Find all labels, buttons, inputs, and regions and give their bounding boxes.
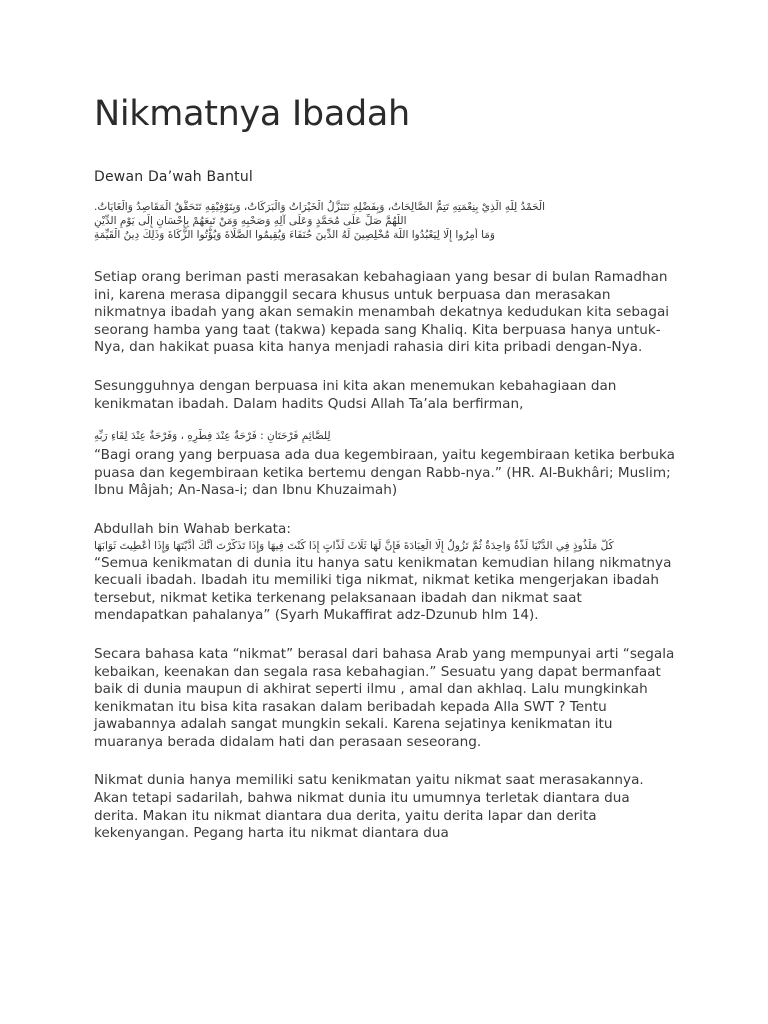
document-page: [94, 92, 676, 843]
paragraph-3: “Bagi orang yang berpuasa ada dua kegembiraan, yaitu kegembiraan ketika berbuka puasa dan kegembiraan ketika bertemu dengan Rabb-nya.” (HR. Al-Bukhâri; Muslim; Ibnu Mâjah; An-Nasa-i; dan Ibnu Khuzaimah): [94, 447, 675, 499]
paragraph-7: Nikmat dunia hanya memiliki satu kenikmatan yaitu nikmat saat merasakannya. Akan tetapi sadarilah, bahwa nikmat dunia itu umumnya terletak diantara dua derita. Makan itu nikmat diantara dua derita, yaitu derita lapar dan derita kekenyangan. Pegang harta itu nikmat diantara dua: [94, 772, 644, 842]
arabic-opening-line-1: الْحَمْدُ لِلَّهِ الَّذِيْ بِنِعْمَتِهِ تَتِمُّ الصَّالِحَاتُ، وَبِفَضْلِهِ تَتَنَزَّلُ الْخَيْرَاتُ وَالْبَرَكَاتُ، وَبِتَوْفِيْقِهِ تَتَحَقَّقُ الْمَقَاصِدُ وَالْغَايَاتُ.: [94, 201, 546, 213]
paragraph-4: Abdullah bin Wahab berkata:: [94, 520, 291, 537]
paragraph-1: Setiap orang beriman pasti merasakan kebahagiaan yang besar di bulan Ramadhan ini, karena merasa dipanggil secara khusus untuk berpuasa dan merasakan nikmatnya ibadah yang akan semakin menambah dekatnya kedudukan kita sebagai seorang hamba yang taat (takwa) kepada sang Khaliq. Kita berpuasa hanya untuk-Nya, dan hakikat puasa kita hanya menjadi rahasia diri kita pribadi dengan-Nya.: [94, 269, 670, 356]
arabic-hadith: لِلصَّائِمِ فَرْحَتَانِ : فَرْحَةٌ عِنْدَ فِطْرِهِ ، وَفَرْحَةٌ عِنْدَ لِقَاءِ رَبِّهِ: [94, 430, 331, 443]
arabic-opening-line-2: اللَّهُمَّ صَلِّ عَلَى مُحَمَّدٍ وَعَلَى آلِهِ وَصَحْبِهِ وَمَنْ تَبِعَهُمْ بِإِحْسَانٍ إِلَى يَوْمِ الدِّيْنِ: [94, 215, 407, 227]
author-name: Dewan Da’wah Bantul: [94, 169, 254, 185]
arabic-opening-line-3: وَمَا أُمِرُوا إِلَّا لِيَعْبُدُوا اللَّهَ مُخْلِصِينَ لَهُ الدِّينَ حُنَفَاءَ وَيُقِيمُوا الصَّلَاةَ وَيُؤْتُوا الزَّكَاةَ وَذَلِكَ دِينُ الْقَيِّمَةِ: [94, 229, 495, 241]
paragraph-2: Sesungguhnya dengan berpuasa ini kita akan menemukan kebahagiaan dan kenikmatan ibadah. Dalam hadits Qudsi Allah Ta’ala berfirman,: [94, 377, 617, 412]
page-title: Nikmatnya Ibadah: [94, 94, 410, 134]
paragraph-6: Secara bahasa kata “nikmat” berasal dari bahasa Arab yang mempunyai arti “segala kebaikan, keenakan dan segala rasa kebahagian.” Sesuatu yang dapat bermanfaat baik di dunia maupun di akhirat seperti ilmu , amal dan akhlaq. Lalu mungkinkah kenikmatan itu bisa kita rasakan dalam beribadah kepada Alla SWT ? Tentu jawabannya adalah sangat mungkin sekali. Karena sejatinya kenikmatan itu muaranya berada didalam hati dan perasaan seseorang.: [94, 645, 675, 750]
paragraph-5: “Semua kenikmatan di dunia itu hanya satu kenikmatan kemudian hilang nikmatnya kecuali ibadah. Ibadah itu memiliki tiga nikmat, nikmat ketika mengerjakan ibadah tersebut, nikmat ketika terkenang pelaksanaan ibadah dan nikmat saat mendapatkan pahalanya” (Syarh Mukaffirat adz-Dzunub hlm 14).: [94, 554, 672, 624]
arabic-quote: كُلُّ مَلْذُوذٍ فِي الدُّنْيَا لَذَّةٌ وَاحِدَةٌ ثُمَّ تَزُولُ إِلَّا الْعِبَادَةَ فَإِنَّ لَهَا ثَلَاثَ لَذَّاتٍ إِذَا كُنْتَ فِيهَا وَإِذَا تَذَكَّرْتَ أَنَّكَ أَدَّيْتَهَا وَإِذَا أُعْطِيتَ ثَوَابَهَا: [94, 539, 614, 552]
arabic-opening: [94, 200, 678, 242]
